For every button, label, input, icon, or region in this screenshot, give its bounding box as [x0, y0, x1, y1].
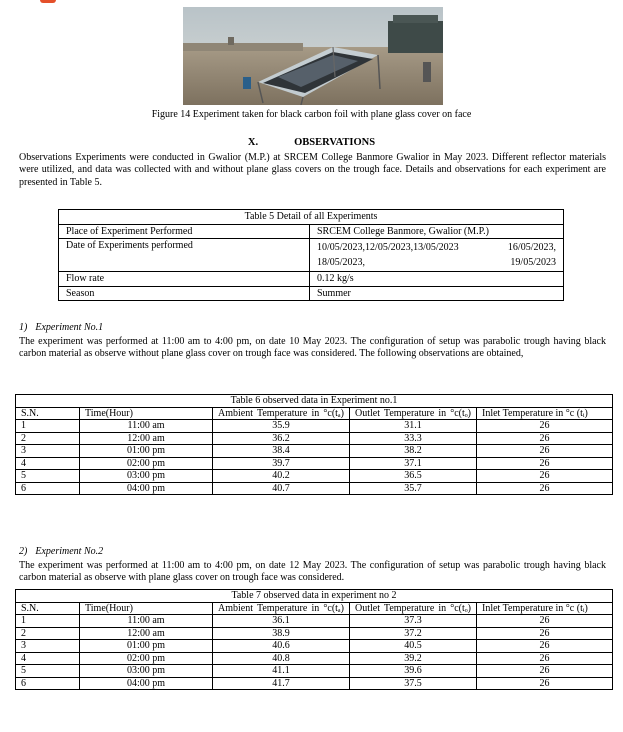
- header-cell: Ambient Temperature in °c(tₐ): [213, 602, 350, 615]
- table-row: [16, 640, 613, 653]
- table-cell: Season: [59, 286, 310, 301]
- table-cell: 26: [477, 457, 613, 470]
- header-cell: Outlet Temperature in °c(tₒ): [350, 407, 477, 420]
- header-cell: Time(Hour): [80, 602, 213, 615]
- table-cell: 37.3: [350, 615, 477, 628]
- table-row: [16, 457, 613, 470]
- table-row: [16, 470, 613, 483]
- table-row: [16, 652, 613, 665]
- table-header-row: [16, 602, 613, 615]
- header-cell: Inlet Temperature in °c (tᵢ): [477, 602, 613, 615]
- experiment-1-title: Experiment No.1: [35, 322, 104, 333]
- table-cell: 03:00 pm: [80, 470, 213, 483]
- table-cell: 10/05/2023,12/05/2023,13/05/2023 16/05/2023, 18/05/2023, 19/05/2023: [310, 239, 564, 272]
- table-cell: Place of Experiment Performed: [59, 224, 310, 239]
- table-cell: 01:00 pm: [80, 640, 213, 653]
- table-cell: 38.9: [213, 627, 350, 640]
- table-cell: 0.12 kg/s: [310, 272, 564, 287]
- table-row: [16, 420, 613, 433]
- table-row: [59, 286, 564, 301]
- table-cell: 26: [477, 445, 613, 458]
- table-cell: 1: [16, 615, 80, 628]
- table-cell: 3: [16, 445, 80, 458]
- table-cell: 26: [477, 652, 613, 665]
- table-cell: 04:00 pm: [80, 482, 213, 495]
- table-cell: 26: [477, 640, 613, 653]
- experiment-2-title: Experiment No.2: [35, 546, 104, 557]
- table-cell: 01:00 pm: [80, 445, 213, 458]
- table-cell: 26: [477, 432, 613, 445]
- table-cell: 11:00 am: [80, 420, 213, 433]
- table-cell: 37.2: [350, 627, 477, 640]
- table-cell: 40.8: [213, 652, 350, 665]
- table-cell: 37.5: [350, 677, 477, 690]
- table-cell: 39.7: [213, 457, 350, 470]
- table-row: [16, 615, 613, 628]
- table-cell: Date of Experiments performed: [59, 239, 310, 272]
- table-row: [16, 665, 613, 678]
- table-cell: 4: [16, 652, 80, 665]
- experiment-photo: [183, 7, 443, 105]
- table-cell: 37.1: [350, 457, 477, 470]
- table-cell: 26: [477, 677, 613, 690]
- table-6: [15, 394, 613, 495]
- table-cell: 36.5: [350, 470, 477, 483]
- section-intro: Observations Experiments were conducted in Gwalior (M.P.) at SRCEM College Banmore Gwalior in May 2023. Different reflector materials were utilized, and data was collected with and without plane glass covers on the trough face. Details and observations for each experiment are presented in Table 5.: [19, 152, 606, 188]
- header-cell: S.N.: [16, 407, 80, 420]
- table-cell: 39.2: [350, 652, 477, 665]
- table-cell: 38.2: [350, 445, 477, 458]
- table-cell: 12:00 am: [80, 627, 213, 640]
- table-row: [16, 677, 613, 690]
- table-row: [16, 432, 613, 445]
- table-cell: 04:00 pm: [80, 677, 213, 690]
- experiment-2-heading: [19, 546, 103, 557]
- header-cell: Inlet Temperature in °c (tᵢ): [477, 407, 613, 420]
- table-cell: 6: [16, 482, 80, 495]
- table-cell: 35.9: [213, 420, 350, 433]
- table-cell: 1: [16, 420, 80, 433]
- table-cell: 40.2: [213, 470, 350, 483]
- table-cell: 40.7: [213, 482, 350, 495]
- table-row: [59, 224, 564, 239]
- table-cell: Summer: [310, 286, 564, 301]
- table-cell: 5: [16, 470, 80, 483]
- header-cell: S.N.: [16, 602, 80, 615]
- table-7: [15, 589, 613, 690]
- table-row: [59, 272, 564, 287]
- table-cell: 41.1: [213, 665, 350, 678]
- table-cell: 02:00 pm: [80, 457, 213, 470]
- table-cell: SRCEM College Banmore, Gwalior (M.P.): [310, 224, 564, 239]
- table-cell: 26: [477, 615, 613, 628]
- table-cell: 5: [16, 665, 80, 678]
- table-cell: 40.6: [213, 640, 350, 653]
- table-row: [59, 239, 564, 272]
- table-cell: 26: [477, 665, 613, 678]
- section-title: OBSERVATIONS: [294, 137, 376, 148]
- table-7-caption: Table 7 observed data in experiment no 2: [16, 590, 613, 603]
- figure-caption: Figure 14 Experiment taken for black carbon foil with plane glass cover on face: [151, 109, 472, 120]
- table-cell: 11:00 am: [80, 615, 213, 628]
- experiment-2-text: The experiment was performed at 11:00 am to 4:00 pm, on date 12 May 2023. The configuration of setup was parabolic trough having black carbon material as observe with plane glass cover on trough face was considered.: [19, 560, 606, 584]
- table-cell: 33.3: [350, 432, 477, 445]
- table-cell: 35.7: [350, 482, 477, 495]
- section-heading: [0, 137, 623, 148]
- table-cell: 2: [16, 627, 80, 640]
- section-number: X.: [247, 137, 259, 148]
- table-row: [16, 482, 613, 495]
- table-cell: 02:00 pm: [80, 652, 213, 665]
- table-cell: 3: [16, 640, 80, 653]
- table-cell: 6: [16, 677, 80, 690]
- table-6-caption: Table 6 observed data in Experiment no.1: [16, 395, 613, 408]
- table-cell: 31.1: [350, 420, 477, 433]
- table-cell: 36.1: [213, 615, 350, 628]
- table-cell: 2: [16, 432, 80, 445]
- table-cell: 4: [16, 457, 80, 470]
- header-cell: Time(Hour): [80, 407, 213, 420]
- table-header-row: [16, 407, 613, 420]
- experiment-1-number: 1): [19, 322, 28, 333]
- experiment-2-number: 2): [19, 546, 28, 557]
- table-cell: 26: [477, 482, 613, 495]
- table-cell: 36.2: [213, 432, 350, 445]
- table-cell: 38.4: [213, 445, 350, 458]
- table-5: [58, 209, 564, 301]
- logo-fragment: [40, 0, 56, 3]
- experiment-1-heading: [19, 322, 103, 333]
- header-cell: Outlet Temperature in °c(tₒ): [350, 602, 477, 615]
- table-5-caption: Table 5 Detail of all Experiments: [59, 210, 564, 225]
- table-row: [16, 445, 613, 458]
- table-cell: 26: [477, 470, 613, 483]
- table-cell: 26: [477, 627, 613, 640]
- table-cell: 03:00 pm: [80, 665, 213, 678]
- table-cell: 39.6: [350, 665, 477, 678]
- table-cell: 40.5: [350, 640, 477, 653]
- table-cell: Flow rate: [59, 272, 310, 287]
- table-cell: 26: [477, 420, 613, 433]
- table-cell: 41.7: [213, 677, 350, 690]
- table-row: [16, 627, 613, 640]
- table-cell: 12:00 am: [80, 432, 213, 445]
- experiment-1-text: The experiment was performed at 11:00 am to 4:00 pm, on date 10 May 2023. The configuration of setup was parabolic trough having black carbon material as observe without plane glass cover on trough face was considered. The following observations are obtained,: [19, 336, 606, 360]
- header-cell: Ambient Temperature in °c(tₐ): [213, 407, 350, 420]
